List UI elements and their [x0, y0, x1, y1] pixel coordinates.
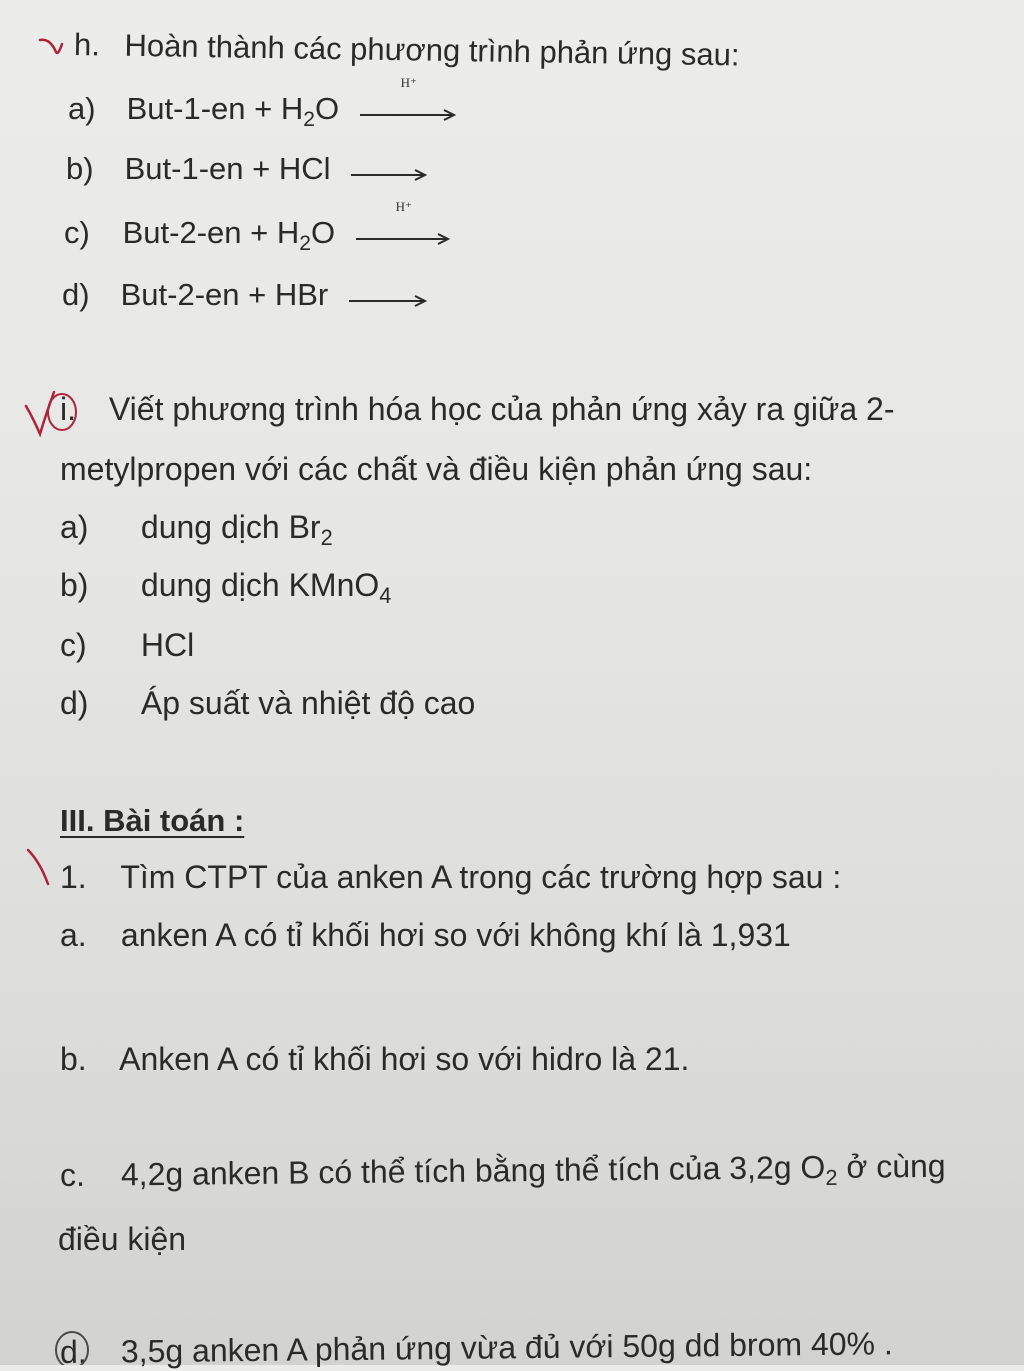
arrow-right-icon	[351, 169, 429, 181]
item-label: c)	[60, 627, 87, 663]
item-reactant: But-1-en + HCl	[124, 151, 331, 186]
arrow-right-icon	[349, 295, 429, 307]
reaction-arrow	[349, 278, 429, 316]
item-subscript: 4	[379, 582, 392, 608]
item-text: HCl	[140, 627, 195, 663]
item-subscript: 2	[320, 524, 333, 550]
section-iii-item-c-line-2	[58, 1220, 186, 1258]
item-reactant: But-2-en + H	[122, 215, 300, 250]
item-text: Áp suất và nhiệt độ cao	[140, 685, 476, 721]
item-text: 4,2g anken B có thể tích bằng thể tích của 3,2g O	[120, 1148, 826, 1193]
item-label: b)	[66, 151, 94, 186]
arrow-condition: H⁺	[400, 74, 417, 90]
arrow-right-icon	[360, 109, 458, 121]
section-i-text-2: metylpropen với các chất và điều kiện phản ứng sau:	[60, 451, 813, 487]
section-h-number: h.	[73, 27, 101, 63]
item-label: c.	[59, 1156, 86, 1193]
section-iii-heading: III. Bài toán :	[60, 803, 245, 838]
item-label: b.	[60, 1041, 87, 1077]
section-i-line-1	[60, 390, 894, 428]
section-i-item-b	[60, 566, 392, 608]
section-iii-question-1	[60, 858, 841, 896]
item-text: anken A có tỉ khối hơi so với không khí là 1,931	[120, 917, 791, 953]
section-i-item-a	[60, 508, 333, 550]
arrow-right-icon	[356, 233, 452, 245]
section-h-item-b	[66, 150, 429, 190]
item-text-continued: điều kiện	[58, 1221, 187, 1257]
item-reactant: But-1-en + H	[126, 91, 304, 126]
section-iii-item-b	[60, 1040, 689, 1078]
arrow-condition: H⁺	[395, 198, 412, 214]
item-label: d.	[59, 1333, 87, 1370]
item-label: c)	[64, 215, 90, 250]
section-i-text-1: Viết phương trình hóa học của phản ứng xảy ra giữa 2-	[108, 391, 895, 427]
item-reactant-rest: O	[314, 91, 340, 126]
section-h-title-line	[74, 26, 740, 74]
item-label: d)	[62, 277, 90, 312]
item-text: dung dịch KMnO	[140, 567, 380, 603]
item-label: a.	[60, 917, 87, 953]
section-iii-item-d	[60, 1324, 893, 1371]
reaction-arrow	[351, 152, 429, 190]
section-i-number: i.	[60, 391, 76, 427]
item-label: d)	[60, 685, 89, 721]
item-text-after: ở cùng	[837, 1147, 946, 1185]
section-h-item-d	[62, 276, 429, 316]
section-iii-item-c	[60, 1147, 946, 1194]
reaction-arrow	[356, 198, 452, 254]
item-text: Anken A có tỉ khối hơi so với hidro là 21.	[119, 1041, 690, 1077]
question-text: Tìm CTPT của anken A trong các trường hợp sau :	[120, 859, 842, 895]
item-reactant: But-2-en + HBr	[120, 277, 329, 312]
item-label: b)	[60, 567, 89, 603]
question-number: 1.	[60, 859, 87, 895]
section-i-item-c	[60, 626, 194, 664]
section-i-line-2	[60, 450, 812, 488]
section-iii-item-a	[60, 916, 791, 954]
section-i-item-d	[60, 684, 475, 722]
reaction-arrow	[360, 74, 458, 130]
item-subscript: 2	[299, 231, 311, 255]
item-subscript: 2	[303, 107, 315, 131]
section-h-item-c	[64, 198, 452, 255]
item-text: 3,5g anken A phản ứng vừa đủ với 50g dd brom 40% .	[120, 1325, 893, 1370]
item-label: a)	[68, 91, 96, 126]
section-h-title: Hoàn thành các phương trình phản ứng sau:	[124, 27, 740, 73]
item-label: a)	[60, 509, 89, 545]
item-subscript: 2	[825, 1164, 838, 1190]
pen-check-mark-icon	[36, 34, 76, 64]
section-h-item-a	[68, 74, 458, 131]
item-text: dung dịch Br	[140, 509, 321, 545]
item-reactant-rest: O	[310, 215, 336, 250]
